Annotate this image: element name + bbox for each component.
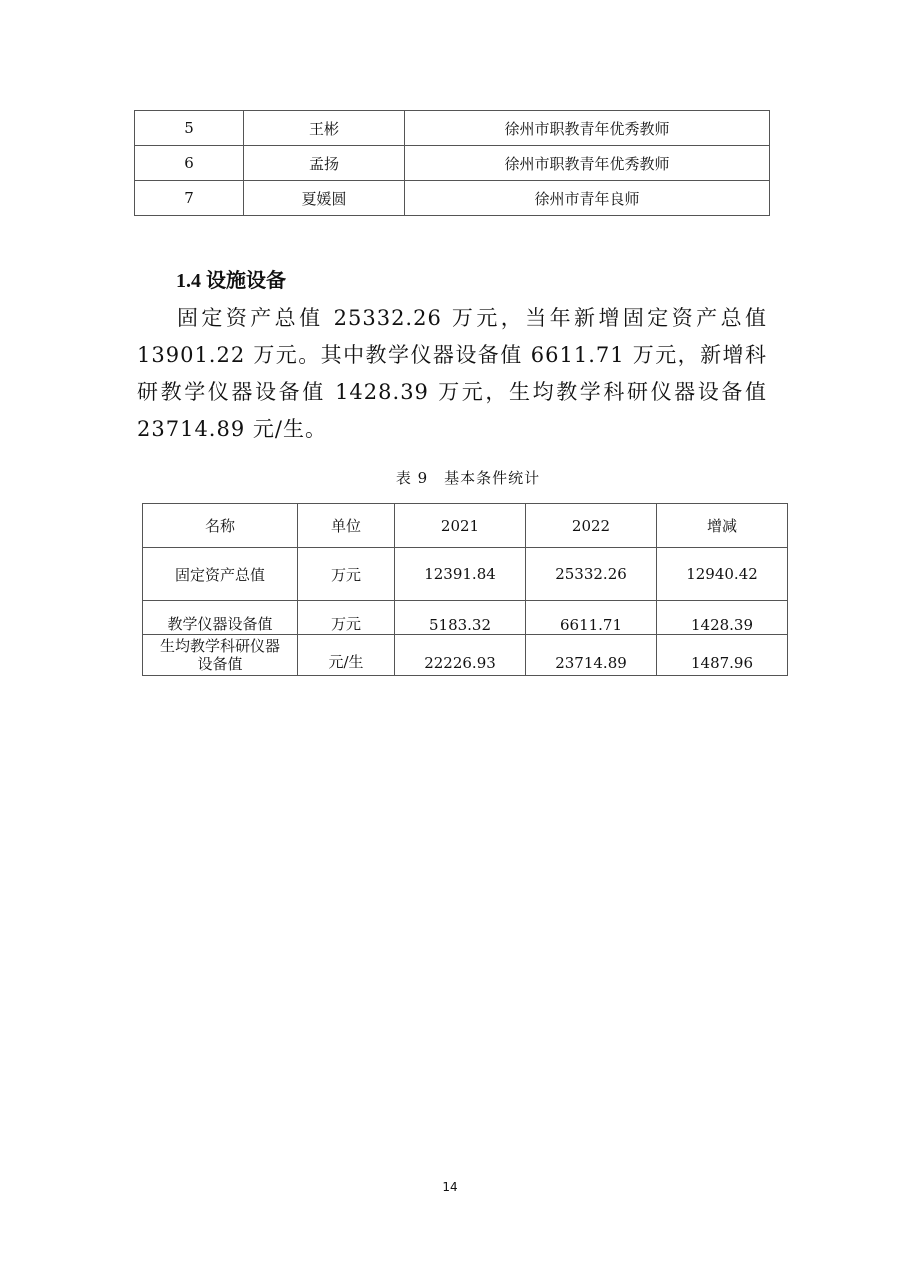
cell-title: 徐州市职教青年优秀教师 [405,146,770,181]
cell-name: 孟扬 [244,146,405,181]
cell: 23714.89 [526,635,657,676]
table-row [143,635,788,676]
table-header-row [143,504,788,548]
cell: 12940.42 [657,548,788,601]
header-cell: 单位 [298,504,395,548]
cell: 6611.71 [526,601,657,635]
table-row [143,548,788,601]
cell: 万元 [298,548,395,601]
honor-table [134,110,770,216]
cell: 万元 [298,601,395,635]
header-cell: 2022 [526,504,657,548]
cell-title: 徐州市职教青年优秀教师 [405,111,770,146]
header-cell: 2021 [395,504,526,548]
section-paragraph: 固定资产总值 25332.26 万元，当年新增固定资产总值 13901.22 万元。其中教学仪器设备值 6611.71 万元，新增科研教学仪器设备值 1428.39 万元，生均教学科研仪器设备值 23714.89 元/生。 [137,306,767,441]
cell-no: 7 [135,181,244,216]
cell: 教学仪器设备值 [143,601,298,635]
cell: 固定资产总值 [143,548,298,601]
cell-title: 徐州市青年良师 [405,181,770,216]
basic-conditions-table [142,503,788,676]
cell: 5183.32 [395,601,526,635]
cell: 1428.39 [657,601,788,635]
table-caption: 表 9 基本条件统计 [395,469,541,487]
cell-no: 5 [135,111,244,146]
cell-no: 6 [135,146,244,181]
table-row [135,181,770,216]
cell-name: 王彬 [244,111,405,146]
cell: 12391.84 [395,548,526,601]
header-cell: 名称 [143,504,298,548]
table-row [135,146,770,181]
section-heading: 1.4 设施设备 [176,270,286,292]
header-cell: 增减 [657,504,788,548]
cell: 25332.26 [526,548,657,601]
cell: 元/生 [298,635,395,676]
cell: 生均教学科研仪器设备值 [143,635,298,676]
table-row [135,111,770,146]
cell: 22226.93 [395,635,526,676]
cell-name: 夏媛圆 [244,181,405,216]
table-row [143,601,788,635]
page-number: 14 [442,1180,458,1194]
cell: 1487.96 [657,635,788,676]
